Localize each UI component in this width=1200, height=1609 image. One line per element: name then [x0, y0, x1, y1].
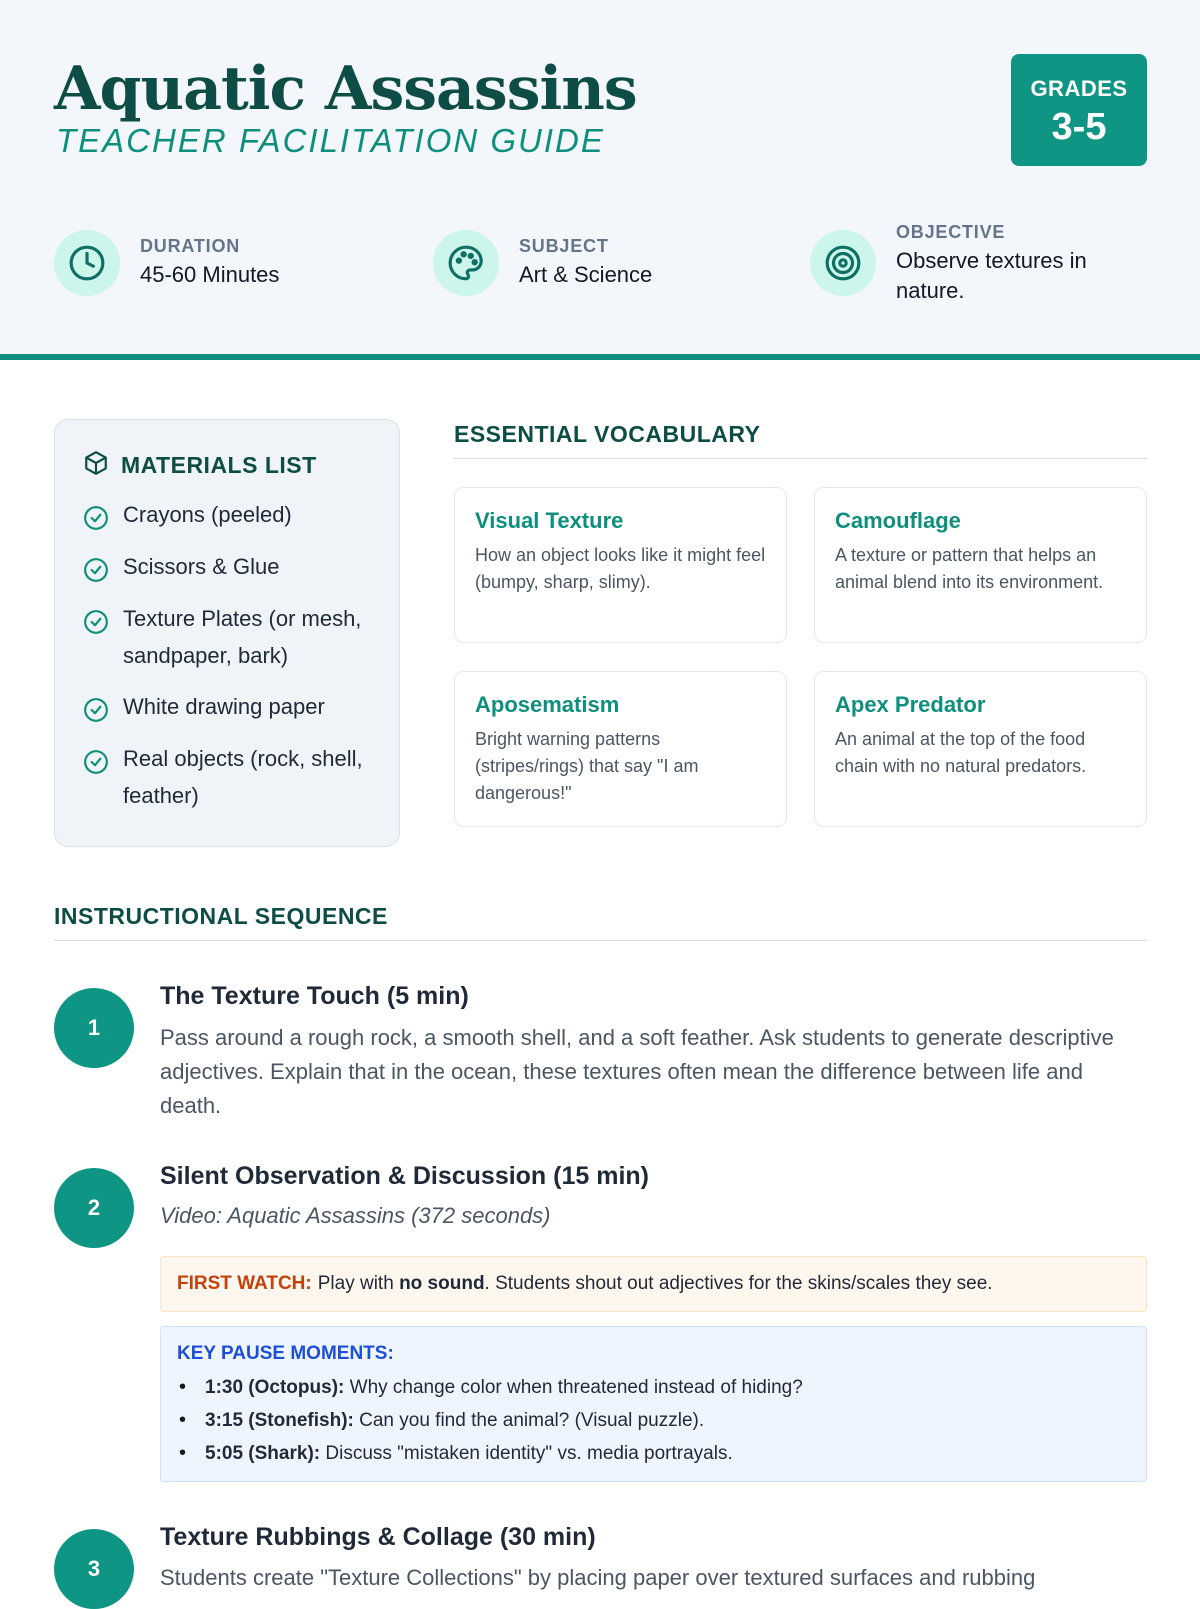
pause-time: 5:05 (Shark):: [205, 1443, 321, 1464]
divider: [54, 940, 1147, 941]
vocab-term: Visual Texture: [475, 508, 624, 533]
first-watch-emphasis: no sound: [399, 1273, 485, 1294]
first-watch-text-end: . Students shout out adjectives for the skins/scales they see.: [484, 1273, 993, 1294]
subject-value: Art & Science: [519, 262, 653, 287]
sequence-heading: INSTRUCTIONAL SEQUENCE: [54, 903, 388, 929]
vocab-term: Camouflage: [835, 508, 961, 533]
check-circle-icon: [83, 749, 109, 780]
pause-time: 1:30 (Octopus):: [205, 1377, 345, 1398]
vocab-term: Apex Predator: [835, 692, 986, 717]
duration-value: 45-60 Minutes: [140, 262, 280, 287]
list-item: [177, 1371, 1130, 1404]
check-circle-icon: [83, 609, 109, 640]
page-title: Aquatic Assassins: [54, 54, 637, 124]
header-band: [0, 0, 1200, 360]
step-description: Students create "Texture Collections" by placing paper over textured surfaces and rubbing: [160, 1565, 1036, 1590]
list-item: [83, 606, 383, 674]
step-number-badge: 3: [54, 1529, 134, 1609]
first-watch-callout: [160, 1256, 1147, 1312]
list-item: [177, 1404, 1130, 1437]
material-label: Real objects (rock, shell, feather): [123, 746, 363, 808]
duration-label: DURATION: [140, 236, 241, 256]
list-item: [83, 746, 383, 814]
vocab-card: [454, 487, 787, 643]
materials-heading: [83, 450, 317, 481]
pause-text: Why change color when threatened instead of hiding?: [349, 1377, 803, 1398]
vocab-card: [814, 671, 1147, 827]
grade-value: 3-5: [1051, 106, 1107, 148]
pause-moments-callout: [160, 1326, 1147, 1482]
vocab-definition: How an object looks like it might feel (bumpy, sharp, slimy).: [475, 545, 766, 592]
grade-label: GRADES: [1030, 76, 1128, 101]
vocab-definition: An animal at the top of the food chain with no natural predators.: [835, 729, 1087, 776]
vocab-card: [454, 671, 787, 827]
list-item: [83, 694, 383, 728]
step-description: Pass around a rough rock, a smooth shell, and a soft feather. Ask students to generate descriptive adjectives. Explain that in the ocean, these textures often mean the difference between life and death.: [160, 1025, 1114, 1118]
first-watch-label: FIRST WATCH:: [177, 1273, 312, 1294]
vocab-definition: Bright warning patterns (stripes/rings) that say "I am dangerous!": [475, 729, 699, 803]
subject-label: SUBJECT: [519, 236, 609, 256]
pause-text: Can you find the animal? (Visual puzzle).: [359, 1410, 705, 1431]
step-number-badge: 2: [54, 1168, 134, 1248]
step-title: The Texture Touch (5 min): [160, 982, 469, 1010]
objective-value: Observe textures in nature.: [896, 248, 1087, 303]
palette-icon: [433, 230, 499, 296]
pause-time: 3:15 (Stonefish):: [205, 1410, 354, 1431]
vocab-term: Aposematism: [475, 692, 620, 717]
page-subtitle: TEACHER FACILITATION GUIDE: [56, 122, 605, 159]
material-label: White drawing paper: [123, 694, 325, 719]
material-label: Scissors & Glue: [123, 554, 280, 579]
first-watch-text: Play with: [317, 1273, 394, 1294]
vocabulary-heading: ESSENTIAL VOCABULARY: [454, 421, 761, 447]
material-label: Crayons (peeled): [123, 502, 292, 527]
pause-text: Discuss "mistaken identity" vs. media portrayals.: [325, 1443, 733, 1464]
step-title: Silent Observation & Discussion (15 min): [160, 1162, 650, 1190]
list-item: [83, 554, 383, 588]
material-label: Texture Plates (or mesh, sandpaper, bark): [123, 606, 362, 668]
list-item: [83, 502, 383, 536]
objective-label: OBJECTIVE: [896, 222, 1006, 242]
step-number-badge: 1: [54, 988, 134, 1068]
box-icon: [83, 450, 109, 481]
check-circle-icon: [83, 505, 109, 536]
vocab-definition: A texture or pattern that helps an animal blend into its environment.: [835, 545, 1104, 592]
list-item: [177, 1437, 1130, 1470]
grade-badge: [1011, 54, 1147, 166]
check-circle-icon: [83, 697, 109, 728]
pause-moments-label: KEY PAUSE MOMENTS:: [177, 1343, 394, 1364]
materials-title: MATERIALS LIST: [121, 452, 317, 478]
target-icon: [810, 230, 876, 296]
divider: [454, 458, 1147, 459]
video-reference: Video: Aquatic Assassins (372 seconds): [160, 1203, 551, 1228]
clock-icon: [54, 230, 120, 296]
step-title: Texture Rubbings & Collage (30 min): [160, 1523, 596, 1551]
vocab-card: [814, 487, 1147, 643]
check-circle-icon: [83, 557, 109, 588]
materials-card: [54, 419, 400, 847]
